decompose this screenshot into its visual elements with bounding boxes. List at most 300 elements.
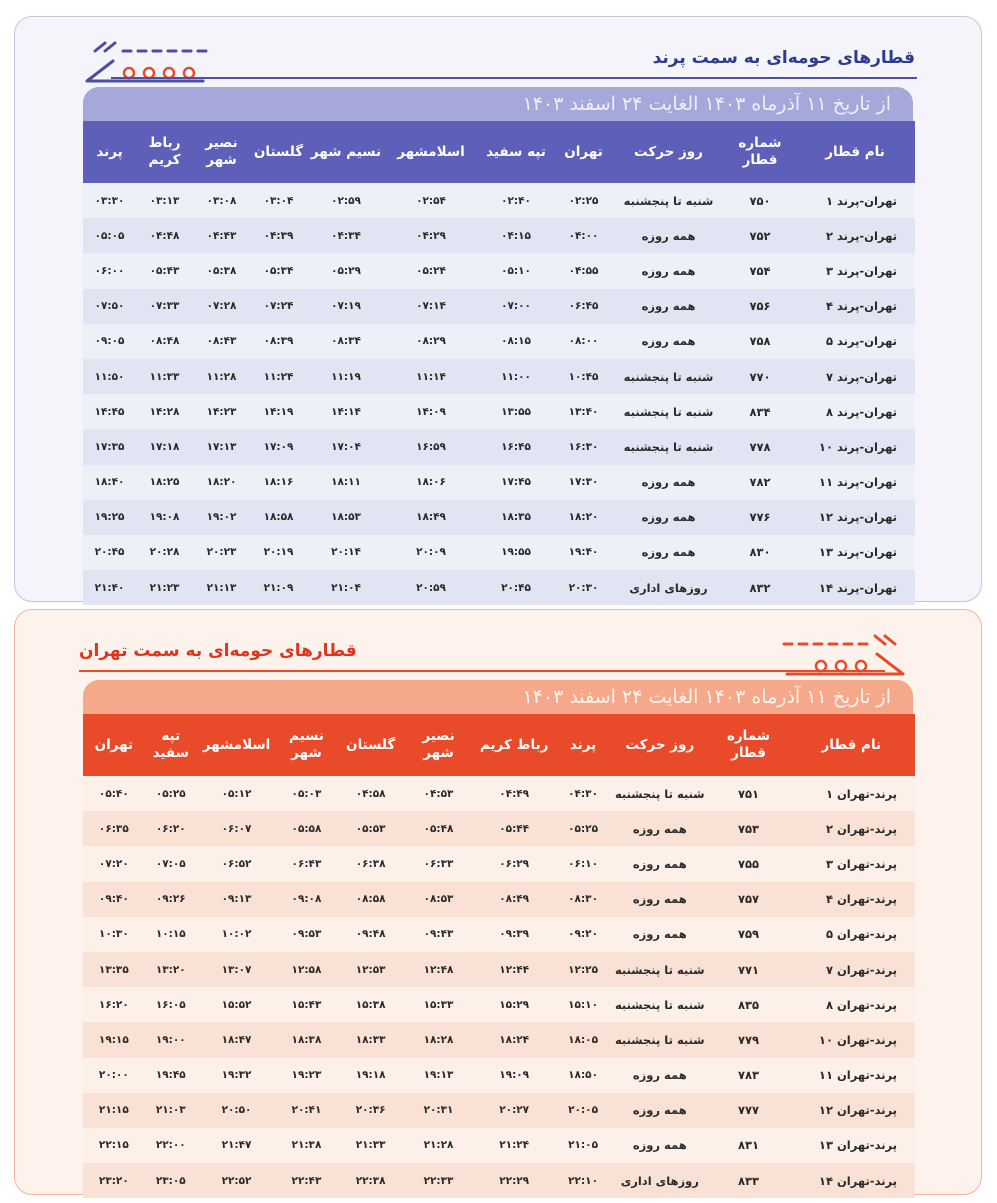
time-cell: ۰۵:۵۳ xyxy=(337,811,405,846)
time-cell: ۱۴:۴۵ xyxy=(83,394,136,429)
departure-day-cell: شنبه تا پنجشنبه xyxy=(612,183,725,218)
train-number-cell: ۷۸۳ xyxy=(709,1058,787,1093)
train-number-cell: ۷۷۶ xyxy=(725,500,795,535)
column-header: رباط کریم xyxy=(136,121,193,183)
time-cell: ۱۸:۵۸ xyxy=(250,500,307,535)
table-row xyxy=(83,776,915,811)
time-cell: ۰۹:۴۸ xyxy=(337,917,405,952)
time-cell: ۱۸:۲۰ xyxy=(193,465,250,500)
time-cell: ۰۴:۳۹ xyxy=(250,218,307,253)
time-cell: ۱۹:۲۳ xyxy=(276,1058,337,1093)
time-cell: ۲۲:۰۰ xyxy=(145,1128,197,1163)
time-cell: ۱۴:۱۹ xyxy=(250,394,307,429)
time-cell: ۱۳:۵۵ xyxy=(477,394,555,429)
train-name-cell: تهران-پرند ۱۲ xyxy=(795,500,915,535)
time-cell: ۱۶:۲۰ xyxy=(83,987,145,1022)
time-cell: ۰۸:۲۹ xyxy=(385,324,477,359)
train-name-cell: پرند-تهران ۸ xyxy=(788,987,915,1022)
time-cell: ۰۷:۲۴ xyxy=(250,289,307,324)
time-cell: ۱۵:۳۸ xyxy=(337,987,405,1022)
time-cell: ۰۶:۱۰ xyxy=(556,846,610,881)
time-cell: ۰۴:۱۵ xyxy=(477,218,555,253)
time-cell: ۲۱:۲۳ xyxy=(136,570,193,605)
time-cell: ۱۲:۴۸ xyxy=(405,952,473,987)
time-cell: ۰۷:۵۰ xyxy=(83,289,136,324)
departure-day-cell: همه روزه xyxy=(610,1128,709,1163)
time-cell: ۱۷:۱۳ xyxy=(193,429,250,464)
time-cell: ۰۳:۰۸ xyxy=(193,183,250,218)
time-cell: ۰۹:۴۳ xyxy=(405,917,473,952)
train-name-cell: تهران-پرند ۵ xyxy=(795,324,915,359)
time-cell: ۱۵:۵۲ xyxy=(197,987,276,1022)
time-cell: ۲۰:۴۱ xyxy=(276,1093,337,1128)
time-cell: ۱۱:۵۰ xyxy=(83,359,136,394)
time-cell: ۱۸:۳۸ xyxy=(276,1022,337,1057)
departure-day-cell: شنبه تا پنجشنبه xyxy=(610,952,709,987)
train-name-cell: پرند-تهران ۱ xyxy=(788,776,915,811)
train-number-cell: ۸۳۱ xyxy=(709,1128,787,1163)
train-name-cell: تهران-پرند ۳ xyxy=(795,253,915,288)
time-cell: ۱۴:۲۳ xyxy=(193,394,250,429)
date-range: از تاریخ ۱۱ آذرماه ۱۴۰۳ الغایت ۲۴ اسفند ۱۴۰۳ xyxy=(83,87,913,121)
train-number-cell: ۸۳۳ xyxy=(709,1163,787,1198)
time-cell: ۰۲:۲۵ xyxy=(555,183,612,218)
time-cell: ۲۲:۲۹ xyxy=(472,1163,556,1198)
table-row xyxy=(83,394,915,429)
table-row xyxy=(83,570,915,605)
time-cell: ۲۰:۵۹ xyxy=(385,570,477,605)
time-cell: ۲۰:۲۳ xyxy=(193,535,250,570)
time-cell: ۱۵:۳۳ xyxy=(405,987,473,1022)
train-number-cell: ۷۵۸ xyxy=(725,324,795,359)
time-cell: ۱۹:۰۸ xyxy=(136,500,193,535)
time-cell: ۱۸:۴۰ xyxy=(83,465,136,500)
train-number-cell: ۸۳۵ xyxy=(709,987,787,1022)
title-underline xyxy=(111,77,917,79)
train-number-cell: ۸۳۰ xyxy=(725,535,795,570)
departure-day-cell: همه روزه xyxy=(612,324,725,359)
time-cell: ۰۷:۰۰ xyxy=(477,289,555,324)
departure-day-cell: روزهای اداری xyxy=(610,1163,709,1198)
departure-day-cell: همه روزه xyxy=(610,1093,709,1128)
departure-day-cell: همه روزه xyxy=(612,500,725,535)
table-row xyxy=(83,846,915,881)
column-header: نام قطار xyxy=(795,121,915,183)
time-cell: ۲۰:۴۵ xyxy=(477,570,555,605)
time-cell: ۰۵:۰۵ xyxy=(83,218,136,253)
time-cell: ۰۴:۰۰ xyxy=(555,218,612,253)
time-cell: ۰۶:۵۲ xyxy=(197,846,276,881)
table-row xyxy=(83,952,915,987)
time-cell: ۱۸:۰۵ xyxy=(556,1022,610,1057)
time-cell: ۰۸:۴۸ xyxy=(136,324,193,359)
time-cell: ۰۸:۴۹ xyxy=(472,882,556,917)
column-header: رباط کریم xyxy=(472,714,556,776)
time-cell: ۰۴:۵۳ xyxy=(405,776,473,811)
time-cell: ۱۵:۲۹ xyxy=(472,987,556,1022)
time-cell: ۱۳:۴۰ xyxy=(555,394,612,429)
column-header: شماره قطار xyxy=(725,121,795,183)
time-cell: ۰۸:۱۵ xyxy=(477,324,555,359)
to-parand-card xyxy=(14,16,982,602)
train-name-cell: پرند-تهران ۱۲ xyxy=(788,1093,915,1128)
time-cell: ۲۱:۱۵ xyxy=(83,1093,145,1128)
time-cell: ۱۹:۵۵ xyxy=(477,535,555,570)
table-row xyxy=(83,500,915,535)
time-cell: ۱۱:۲۴ xyxy=(250,359,307,394)
time-cell: ۰۵:۴۸ xyxy=(405,811,473,846)
time-cell: ۰۶:۲۹ xyxy=(472,846,556,881)
time-cell: ۱۲:۲۵ xyxy=(556,952,610,987)
time-cell: ۰۳:۰۴ xyxy=(250,183,307,218)
train-number-cell: ۷۷۹ xyxy=(709,1022,787,1057)
time-cell: ۰۹:۵۳ xyxy=(276,917,337,952)
time-cell: ۱۹:۴۵ xyxy=(145,1058,197,1093)
time-cell: ۰۲:۵۹ xyxy=(307,183,385,218)
time-cell: ۲۲:۱۰ xyxy=(556,1163,610,1198)
time-cell: ۰۷:۲۰ xyxy=(83,846,145,881)
time-cell: ۱۵:۴۳ xyxy=(276,987,337,1022)
departure-day-cell: همه روزه xyxy=(610,811,709,846)
time-cell: ۲۰:۱۴ xyxy=(307,535,385,570)
time-cell: ۰۵:۲۴ xyxy=(385,253,477,288)
time-cell: ۰۳:۱۳ xyxy=(136,183,193,218)
table-row xyxy=(83,359,915,394)
time-cell: ۱۸:۴۹ xyxy=(385,500,477,535)
train-name-cell: پرند-تهران ۵ xyxy=(788,917,915,952)
time-cell: ۰۴:۳۴ xyxy=(307,218,385,253)
time-cell: ۲۰:۲۸ xyxy=(136,535,193,570)
time-cell: ۱۸:۵۳ xyxy=(307,500,385,535)
time-cell: ۲۳:۰۵ xyxy=(145,1163,197,1198)
departure-day-cell: شنبه تا پنجشنبه xyxy=(610,987,709,1022)
table-row xyxy=(83,253,915,288)
train-number-cell: ۷۷۸ xyxy=(725,429,795,464)
time-cell: ۱۰:۱۵ xyxy=(145,917,197,952)
time-cell: ۱۹:۲۵ xyxy=(83,500,136,535)
time-cell: ۰۶:۳۳ xyxy=(405,846,473,881)
column-header: گلستان xyxy=(250,121,307,183)
time-cell: ۱۹:۳۲ xyxy=(197,1058,276,1093)
time-cell: ۱۷:۰۴ xyxy=(307,429,385,464)
train-name-cell: پرند-تهران ۲ xyxy=(788,811,915,846)
departure-day-cell: شنبه تا پنجشنبه xyxy=(612,359,725,394)
time-cell: ۰۷:۱۴ xyxy=(385,289,477,324)
time-cell: ۰۸:۳۹ xyxy=(250,324,307,359)
time-cell: ۱۸:۱۶ xyxy=(250,465,307,500)
time-cell: ۲۲:۳۳ xyxy=(405,1163,473,1198)
time-cell: ۱۹:۱۸ xyxy=(337,1058,405,1093)
time-cell: ۱۶:۵۹ xyxy=(385,429,477,464)
column-header: پرند xyxy=(556,714,610,776)
table-row xyxy=(83,882,915,917)
train-name-cell: تهران-پرند ۷ xyxy=(795,359,915,394)
time-cell: ۰۵:۲۹ xyxy=(307,253,385,288)
time-cell: ۲۱:۲۴ xyxy=(472,1128,556,1163)
train-icon xyxy=(79,37,219,87)
train-number-cell: ۸۳۲ xyxy=(725,570,795,605)
departure-day-cell: شنبه تا پنجشنبه xyxy=(610,1022,709,1057)
time-cell: ۰۴:۴۳ xyxy=(193,218,250,253)
departure-day-cell: همه روزه xyxy=(610,1058,709,1093)
time-cell: ۱۹:۰۹ xyxy=(472,1058,556,1093)
time-cell: ۲۰:۳۱ xyxy=(405,1093,473,1128)
time-cell: ۰۵:۲۵ xyxy=(556,811,610,846)
train-name-cell: تهران-پرند ۱۰ xyxy=(795,429,915,464)
time-cell: ۱۲:۴۴ xyxy=(472,952,556,987)
time-cell: ۲۱:۰۳ xyxy=(145,1093,197,1128)
time-cell: ۰۸:۳۰ xyxy=(556,882,610,917)
header-row xyxy=(83,121,915,183)
time-cell: ۱۷:۴۵ xyxy=(477,465,555,500)
time-cell: ۱۲:۵۸ xyxy=(276,952,337,987)
time-cell: ۲۰:۰۰ xyxy=(83,1058,145,1093)
table-row xyxy=(83,218,915,253)
train-number-cell: ۷۵۳ xyxy=(709,811,787,846)
time-cell: ۰۶:۰۰ xyxy=(83,253,136,288)
time-cell: ۲۰:۰۵ xyxy=(556,1093,610,1128)
time-cell: ۰۶:۳۵ xyxy=(83,811,145,846)
time-cell: ۱۷:۳۰ xyxy=(555,465,612,500)
time-cell: ۰۸:۵۸ xyxy=(337,882,405,917)
time-cell: ۱۸:۴۷ xyxy=(197,1022,276,1057)
time-cell: ۲۱:۲۸ xyxy=(405,1128,473,1163)
column-header: تپه سفید xyxy=(477,121,555,183)
time-cell: ۰۴:۲۹ xyxy=(385,218,477,253)
time-cell: ۱۲:۵۳ xyxy=(337,952,405,987)
departure-day-cell: روزهای اداری xyxy=(612,570,725,605)
train-number-cell: ۷۷۱ xyxy=(709,952,787,987)
table-row xyxy=(83,429,915,464)
time-cell: ۰۶:۲۰ xyxy=(145,811,197,846)
time-cell: ۱۴:۰۹ xyxy=(385,394,477,429)
time-cell: ۲۱:۰۵ xyxy=(556,1128,610,1163)
time-cell: ۰۹:۱۳ xyxy=(197,882,276,917)
time-cell: ۱۸:۳۵ xyxy=(477,500,555,535)
table-row xyxy=(83,535,915,570)
time-cell: ۰۴:۵۵ xyxy=(555,253,612,288)
column-header: شماره قطار xyxy=(709,714,787,776)
time-cell: ۰۵:۵۸ xyxy=(276,811,337,846)
column-header: نام قطار xyxy=(788,714,915,776)
time-cell: ۲۱:۳۸ xyxy=(276,1128,337,1163)
time-cell: ۰۵:۴۴ xyxy=(472,811,556,846)
table-row xyxy=(83,811,915,846)
time-cell: ۰۷:۱۹ xyxy=(307,289,385,324)
train-name-cell: تهران-پرند ۴ xyxy=(795,289,915,324)
time-cell: ۱۱:۰۰ xyxy=(477,359,555,394)
table-row xyxy=(83,465,915,500)
time-cell: ۱۶:۰۵ xyxy=(145,987,197,1022)
time-cell: ۲۲:۱۵ xyxy=(83,1128,145,1163)
time-cell: ۱۸:۲۴ xyxy=(472,1022,556,1057)
table-row xyxy=(83,1163,915,1198)
table-row xyxy=(83,324,915,359)
time-cell: ۲۰:۵۰ xyxy=(197,1093,276,1128)
time-cell: ۱۷:۳۵ xyxy=(83,429,136,464)
time-cell: ۰۵:۱۰ xyxy=(477,253,555,288)
time-cell: ۱۸:۱۱ xyxy=(307,465,385,500)
train-number-cell: ۷۵۷ xyxy=(709,882,787,917)
train-icon xyxy=(771,630,911,680)
departure-day-cell: همه روزه xyxy=(610,882,709,917)
time-cell: ۲۱:۰۹ xyxy=(250,570,307,605)
time-cell: ۱۸:۲۰ xyxy=(555,500,612,535)
departure-day-cell: همه روزه xyxy=(612,465,725,500)
time-cell: ۰۵:۲۵ xyxy=(145,776,197,811)
time-cell: ۱۰:۴۵ xyxy=(555,359,612,394)
time-cell: ۲۰:۰۹ xyxy=(385,535,477,570)
column-header: نسیم شهر xyxy=(276,714,337,776)
column-header: گلستان xyxy=(337,714,405,776)
time-cell: ۱۳:۰۷ xyxy=(197,952,276,987)
train-number-cell: ۷۵۱ xyxy=(709,776,787,811)
time-cell: ۲۱:۴۰ xyxy=(83,570,136,605)
train-number-cell: ۸۳۴ xyxy=(725,394,795,429)
departure-day-cell: همه روزه xyxy=(612,218,725,253)
train-number-cell: ۷۵۵ xyxy=(709,846,787,881)
time-cell: ۱۹:۰۲ xyxy=(193,500,250,535)
table-row xyxy=(83,1022,915,1057)
section-title: قطارهای حومه‌ای به سمت تهران xyxy=(79,641,357,661)
column-header: تهران xyxy=(555,121,612,183)
train-number-cell: ۷۵۶ xyxy=(725,289,795,324)
header-row xyxy=(83,714,915,776)
time-cell: ۰۸:۴۳ xyxy=(193,324,250,359)
time-cell: ۰۴:۳۰ xyxy=(556,776,610,811)
time-cell: ۱۸:۰۶ xyxy=(385,465,477,500)
time-cell: ۱۹:۰۰ xyxy=(145,1022,197,1057)
train-name-cell: پرند-تهران ۱۳ xyxy=(788,1128,915,1163)
train-number-cell: ۷۵۰ xyxy=(725,183,795,218)
departure-day-cell: همه روزه xyxy=(610,917,709,952)
time-cell: ۱۸:۲۵ xyxy=(136,465,193,500)
time-cell: ۰۶:۰۷ xyxy=(197,811,276,846)
time-cell: ۰۹:۲۰ xyxy=(556,917,610,952)
table-row xyxy=(83,1128,915,1163)
train-name-cell: پرند-تهران ۱۱ xyxy=(788,1058,915,1093)
train-name-cell: تهران-پرند ۱ xyxy=(795,183,915,218)
time-cell: ۱۷:۱۸ xyxy=(136,429,193,464)
departure-day-cell: همه روزه xyxy=(610,846,709,881)
time-cell: ۲۳:۲۰ xyxy=(83,1163,145,1198)
time-cell: ۲۲:۴۳ xyxy=(276,1163,337,1198)
table-row xyxy=(83,1058,915,1093)
train-name-cell: تهران-پرند ۸ xyxy=(795,394,915,429)
time-cell: ۰۴:۴۸ xyxy=(136,218,193,253)
column-header: روز حرکت xyxy=(610,714,709,776)
time-cell: ۰۹:۲۶ xyxy=(145,882,197,917)
train-number-cell: ۷۸۲ xyxy=(725,465,795,500)
time-cell: ۰۳:۳۰ xyxy=(83,183,136,218)
train-name-cell: تهران-پرند ۱۴ xyxy=(795,570,915,605)
time-cell: ۲۰:۱۹ xyxy=(250,535,307,570)
to-parand-timetable xyxy=(83,121,915,605)
time-cell: ۰۲:۴۰ xyxy=(477,183,555,218)
column-header: تپه سفید xyxy=(145,714,197,776)
table-row xyxy=(83,289,915,324)
train-name-cell: پرند-تهران ۱۴ xyxy=(788,1163,915,1198)
to-tehran-card xyxy=(14,609,982,1195)
time-cell: ۰۹:۰۸ xyxy=(276,882,337,917)
time-cell: ۰۵:۴۳ xyxy=(136,253,193,288)
time-cell: ۱۴:۲۸ xyxy=(136,394,193,429)
time-cell: ۱۱:۲۸ xyxy=(193,359,250,394)
time-cell: ۰۵:۰۳ xyxy=(276,776,337,811)
time-cell: ۱۷:۰۹ xyxy=(250,429,307,464)
to-tehran-timetable xyxy=(83,714,915,1198)
time-cell: ۲۱:۴۷ xyxy=(197,1128,276,1163)
column-header: نصیر شهر xyxy=(405,714,473,776)
time-cell: ۱۶:۳۰ xyxy=(555,429,612,464)
time-cell: ۰۷:۰۵ xyxy=(145,846,197,881)
column-header: اسلامشهر xyxy=(385,121,477,183)
time-cell: ۱۱:۱۴ xyxy=(385,359,477,394)
time-cell: ۲۲:۵۲ xyxy=(197,1163,276,1198)
time-cell: ۰۹:۳۹ xyxy=(472,917,556,952)
time-cell: ۰۵:۳۸ xyxy=(193,253,250,288)
train-name-cell: تهران-پرند ۱۳ xyxy=(795,535,915,570)
time-cell: ۰۴:۵۸ xyxy=(337,776,405,811)
column-header: نصیر شهر xyxy=(193,121,250,183)
time-cell: ۲۰:۳۰ xyxy=(555,570,612,605)
time-cell: ۲۰:۲۷ xyxy=(472,1093,556,1128)
departure-day-cell: شنبه تا پنجشنبه xyxy=(612,429,725,464)
date-range: از تاریخ ۱۱ آذرماه ۱۴۰۳ الغایت ۲۴ اسفند ۱۴۰۳ xyxy=(83,680,913,714)
time-cell: ۲۰:۳۶ xyxy=(337,1093,405,1128)
train-number-cell: ۷۷۰ xyxy=(725,359,795,394)
train-name-cell: تهران-پرند ۲ xyxy=(795,218,915,253)
departure-day-cell: شنبه تا پنجشنبه xyxy=(612,394,725,429)
time-cell: ۱۴:۱۴ xyxy=(307,394,385,429)
column-header: پرند xyxy=(83,121,136,183)
time-cell: ۰۷:۲۸ xyxy=(193,289,250,324)
train-number-cell: ۷۷۷ xyxy=(709,1093,787,1128)
departure-day-cell: شنبه تا پنجشنبه xyxy=(610,776,709,811)
time-cell: ۱۰:۳۰ xyxy=(83,917,145,952)
time-cell: ۱۱:۳۳ xyxy=(136,359,193,394)
time-cell: ۱۹:۱۵ xyxy=(83,1022,145,1057)
time-cell: ۰۹:۴۰ xyxy=(83,882,145,917)
time-cell: ۰۸:۵۳ xyxy=(405,882,473,917)
time-cell: ۰۲:۵۴ xyxy=(385,183,477,218)
time-cell: ۲۱:۱۳ xyxy=(193,570,250,605)
table-row xyxy=(83,183,915,218)
column-header: روز حرکت xyxy=(612,121,725,183)
train-name-cell: پرند-تهران ۴ xyxy=(788,882,915,917)
train-name-cell: پرند-تهران ۳ xyxy=(788,846,915,881)
train-name-cell: پرند-تهران ۷ xyxy=(788,952,915,987)
time-cell: ۱۳:۲۰ xyxy=(145,952,197,987)
time-cell: ۱۹:۴۰ xyxy=(555,535,612,570)
time-cell: ۲۲:۳۸ xyxy=(337,1163,405,1198)
train-number-cell: ۷۵۹ xyxy=(709,917,787,952)
time-cell: ۱۳:۳۵ xyxy=(83,952,145,987)
section-title: قطارهای حومه‌ای به سمت پرند xyxy=(652,48,915,68)
title-underline xyxy=(79,670,885,672)
time-cell: ۰۸:۳۴ xyxy=(307,324,385,359)
train-name-cell: پرند-تهران ۱۰ xyxy=(788,1022,915,1057)
time-cell: ۰۴:۴۹ xyxy=(472,776,556,811)
train-number-cell: ۷۵۲ xyxy=(725,218,795,253)
train-name-cell: تهران-پرند ۱۱ xyxy=(795,465,915,500)
time-cell: ۰۷:۳۳ xyxy=(136,289,193,324)
table-row xyxy=(83,1093,915,1128)
time-cell: ۱۸:۳۳ xyxy=(337,1022,405,1057)
time-cell: ۰۶:۴۳ xyxy=(276,846,337,881)
train-number-cell: ۷۵۴ xyxy=(725,253,795,288)
time-cell: ۰۸:۰۰ xyxy=(555,324,612,359)
